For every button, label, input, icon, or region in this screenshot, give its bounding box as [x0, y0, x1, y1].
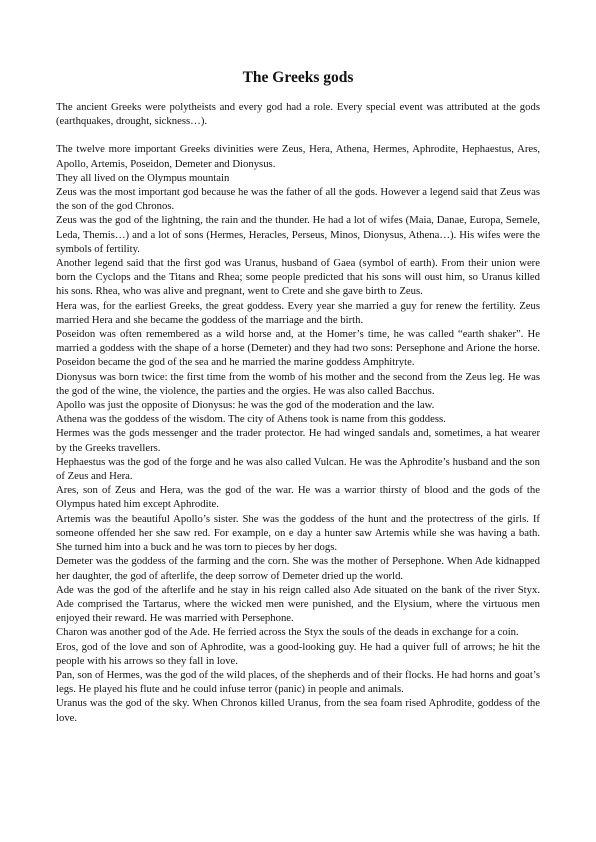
- paragraph-eros: Eros, god of the love and son of Aphrodite, was a good-looking guy. He had a quiver full of arrows; he hit the people with his arrows so they fall in love.: [56, 640, 540, 667]
- paragraph-hermes: Hermes was the gods messenger and the trader protector. He had winged sandals and, sometimes, a hat wearer by the Greeks travellers.: [56, 427, 540, 454]
- paragraph-zeus-father: Zeus was the most important god because he was the father of all the gods. However a legend said that Zeus was the son of the god Chronos.: [56, 186, 540, 213]
- paragraph-dionysus: Dionysus was born twice: the first time from the womb of his mother and the second from the Zeus leg. He was the god of the wine, the violence, the parties and the orgies. He was also called Bacchus.: [56, 370, 540, 397]
- paragraph-hera: Hera was, for the earliest Greeks, the great goddess. Every year she married a guy for renew the fertility. Zeus married Hera and she became the goddess of the marriage and the birth.: [56, 299, 540, 326]
- paragraph-twelve-gods: The twelve more important Greeks divinities were Zeus, Hera, Athena, Hermes, Aphrodite, Hephaestus, Ares, Apollo, Artemis, Poseidon, Demeter and Dionysus.: [56, 143, 540, 170]
- paragraph-athena: Athena was the goddess of the wisdom. The city of Athens took is name from this goddess.: [56, 413, 446, 426]
- paragraph-uranus-sky: Uranus was the god of the sky. When Chronos killed Uranus, from the sea foam rised Aphrodite, goddess of the love.: [56, 697, 540, 724]
- paragraph-pan: Pan, son of Hermes, was the god of the wild places, of the shepherds and of their flocks. He had horns and goat’s legs. He played his flute and he could infuse terror (panic) in people and animals.: [56, 668, 540, 696]
- paragraph-charon: Charon was another god of the Ade. He ferried across the Styx the souls of the deads in exchange for a coin.: [56, 626, 519, 639]
- paragraph-ade: Ade was the god of the afterlife and he stay in his reign called also Ade situated on the bank of the river Styx. Ade comprised the Tartarus, where the wicked men were punished, and the Elysium, where the virtuous men enjoyed their reward. He was married with Persephone.: [56, 583, 540, 625]
- document-page: [56, 68, 540, 725]
- paragraph-zeus-wifes: Zeus was the god of the lightning, the rain and the thunder. He had a lot of wifes (Maia, Danae, Europa, Semele, Leda, Themis…) and a lot of sons (Hermes, Heracles, Perseus, Minos, Dionysus, Athena…). His wifes were the symbols of fertility.: [56, 214, 540, 255]
- paragraph-spacer: [56, 128, 540, 142]
- paragraph-artemis: Artemis was the beautiful Apollo’s sister. She was the goddess of the hunt and the protectress of the girls. If someone offended her she saw red. For example, on e day a hunter saw Artemis while she was having a bath. She turned him into a buck and he was torn to pieces by her dogs.: [56, 512, 540, 554]
- paragraph-apollo: Apollo was just the opposite of Dionysus: he was the god of the moderation and the law.: [56, 399, 435, 412]
- paragraph-ares: Ares, son of Zeus and Hera, was the god of the war. He was a warrior thirsty of blood and the gods of the Olympus hated him except Aphrodite.: [56, 484, 540, 511]
- paragraph-intro: The ancient Greeks were polytheists and every god had a role. Every special event was attributed at the gods (earthquakes, drought, sickness…).: [56, 101, 540, 128]
- paragraph-poseidon: Poseidon was often remembered as a wild horse and, at the Homer’s time, he was called “earth shaker”. He married a goddess with the shape of a horse (Demeter) and they had two sons: Persephone and Arione the horse. Poseidon became the god of the sea and he married the marine goddess Amphitryte.: [56, 328, 540, 369]
- page-title: The Greeks gods: [242, 69, 354, 86]
- paragraph-demeter: Demeter was the goddess of the farming and the corn. She was the mother of Persephone. When Ade kidnapped her daughter, the god of afterlife, the deep sorrow of Demeter dried up the world.: [56, 555, 540, 582]
- paragraph-olympus: They all lived on the Olympus mountain: [56, 171, 230, 184]
- paragraph-hephaestus: Hephaestus was the god of the forge and he was also called Vulcan. He was the Aphrodite’s husband and the son of Zeus and Hera.: [56, 455, 540, 483]
- paragraph-uranus-legend: Another legend said that the first god was Uranus, husband of Gaea (symbol of earth). From their union were born the Cyclops and the Titans and Rhea; some people predicted that his sons will oust him, so Uranus killed his sons. Rhea, who was alive and pregnant, went to Crete and she gave birth to Zeus.: [56, 257, 540, 298]
